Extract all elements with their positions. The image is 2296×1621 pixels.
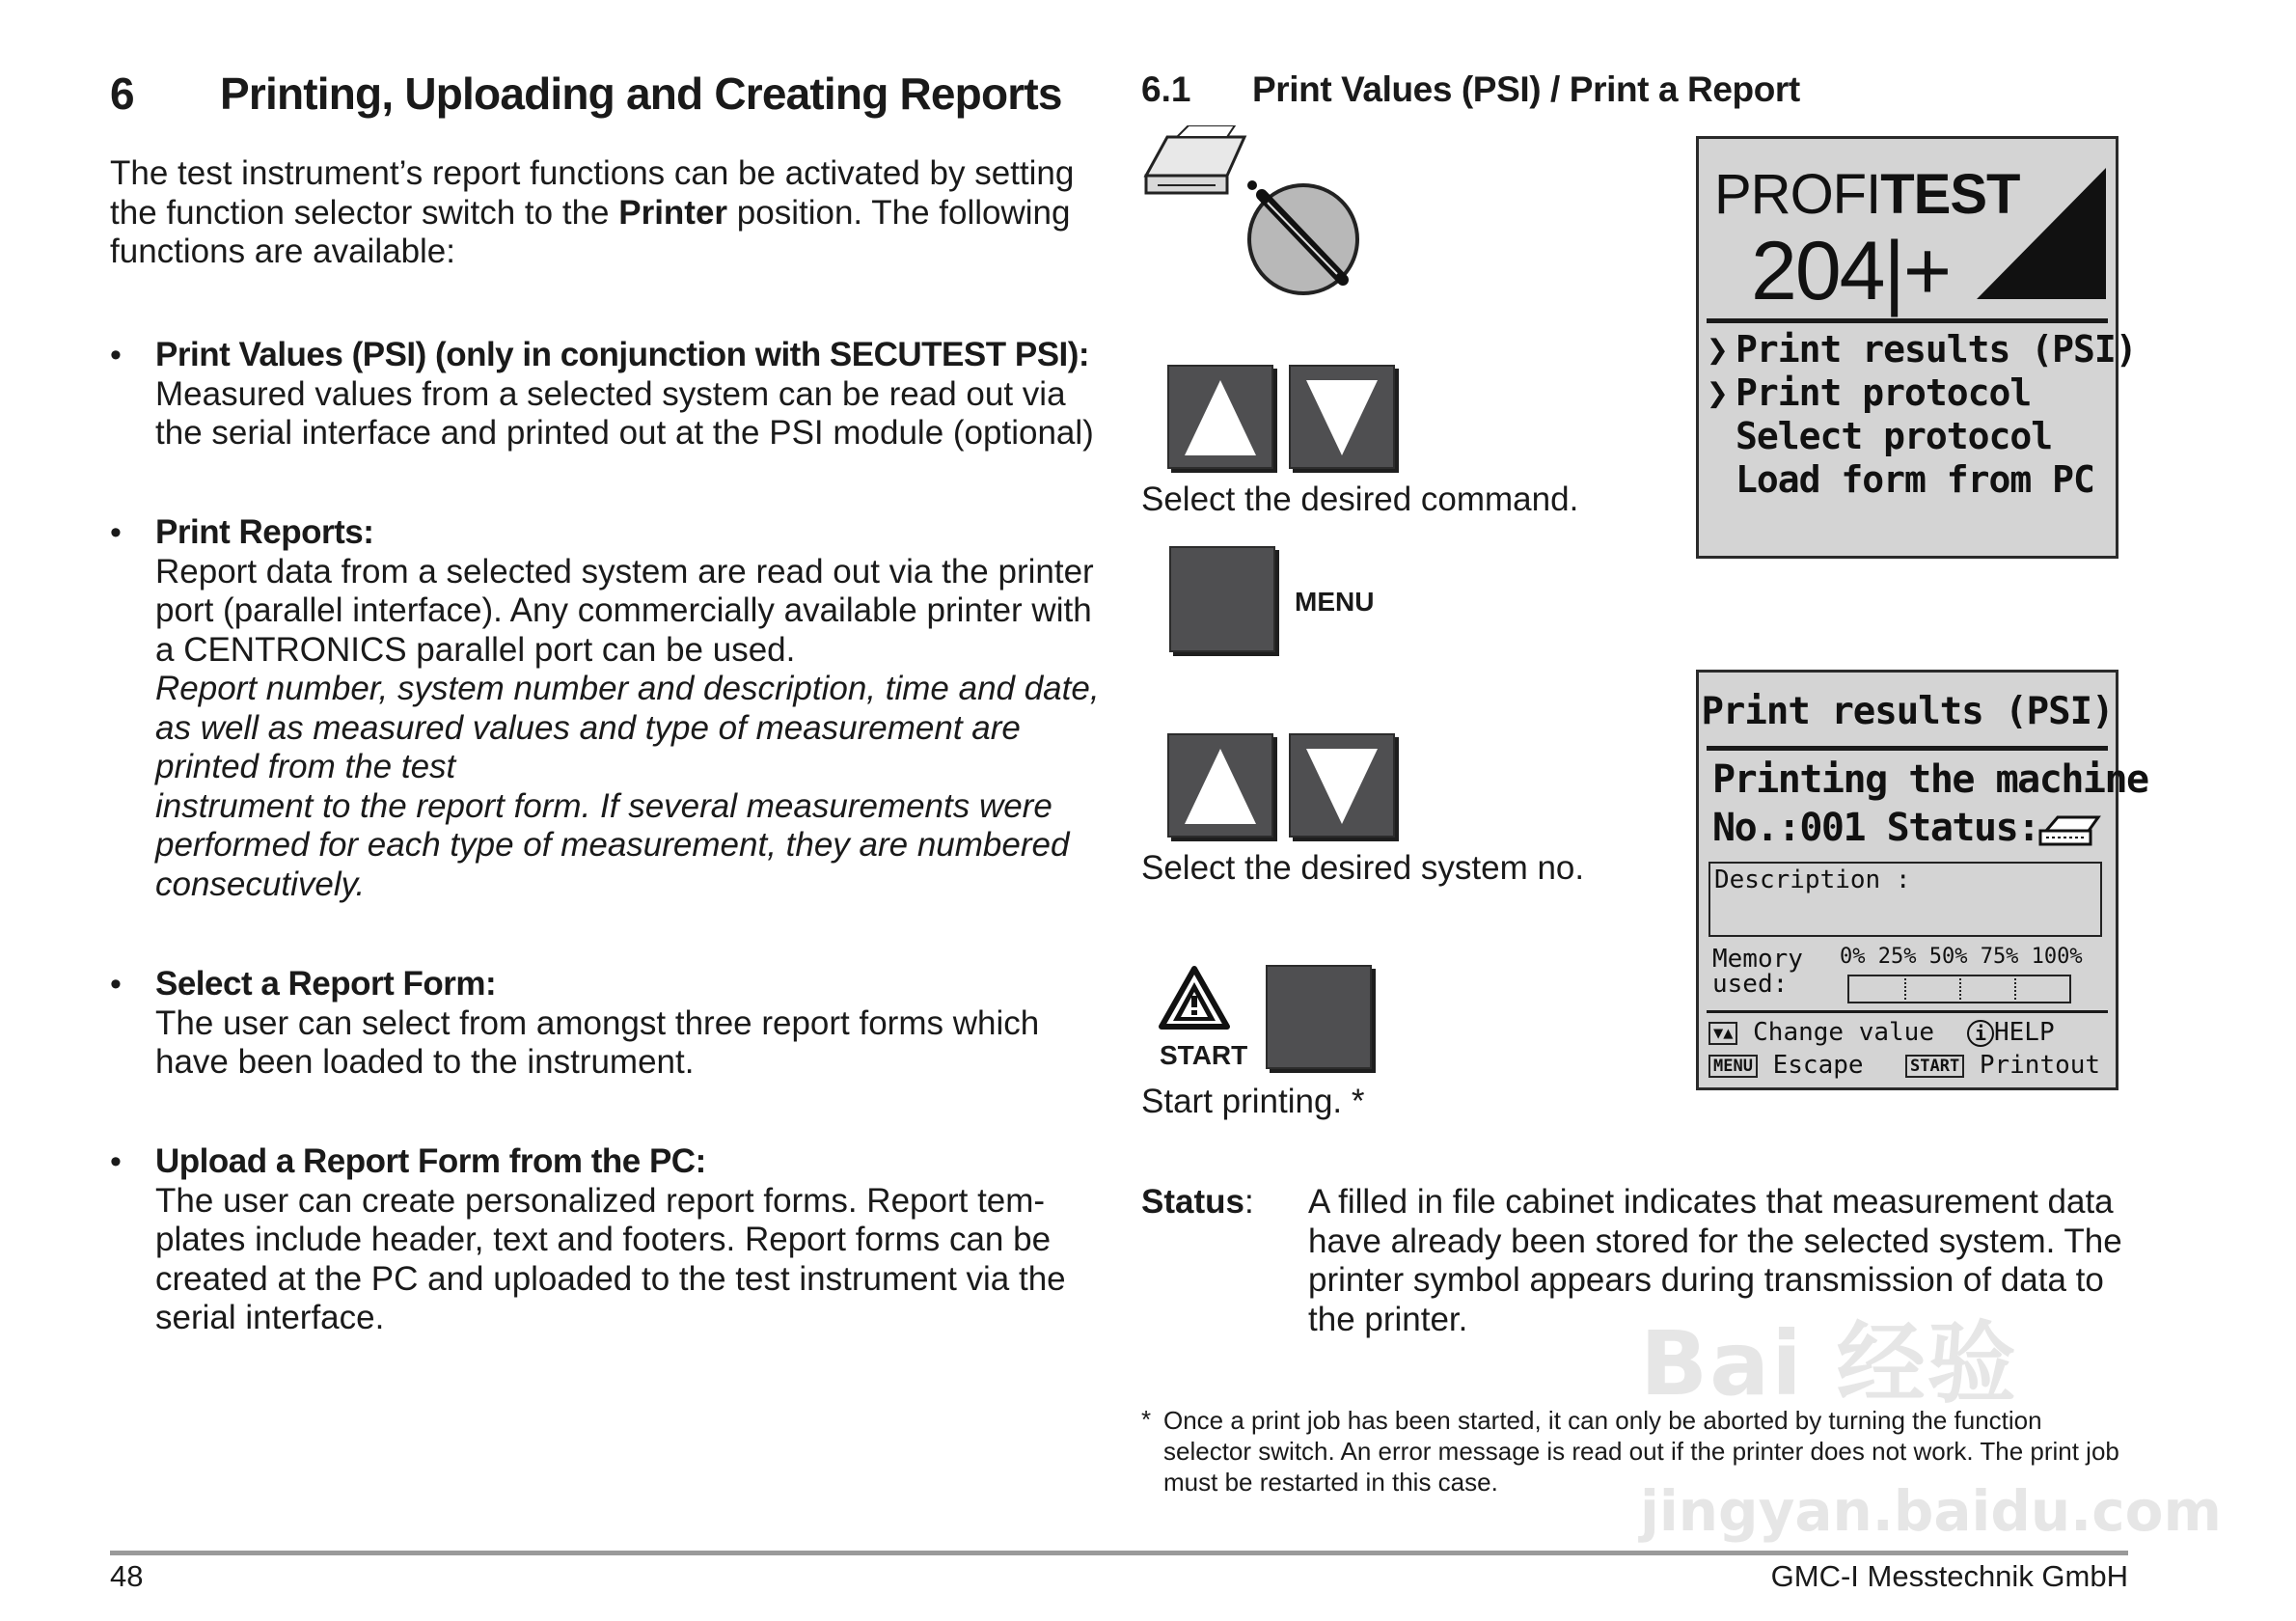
lcd2-change-value-row — [1708, 1018, 1934, 1047]
lcd-main-menu — [1696, 136, 2137, 559]
step-select-system: Select the desired system no. — [1141, 849, 1585, 887]
intro-text-before: The test instrument’s report functions can be activated by setting the function selector switch to the — [110, 154, 1075, 232]
brand-wedge-icon — [1977, 168, 2112, 303]
intro-text-after: position. The following functions are available: — [110, 193, 1071, 270]
warning-triangle-icon — [1158, 965, 1231, 1035]
brand-light: PROFI — [1714, 163, 1881, 226]
bullet-title: Print Values (PSI) (only in conjunction with SECUTEST PSI): — [155, 336, 1090, 373]
step-start-printing: Start printing. * — [1141, 1083, 1365, 1120]
down-triangle-icon — [1291, 367, 1393, 467]
bullet-print-reports — [110, 513, 1113, 904]
lcd-print-results — [1696, 670, 2148, 1090]
lcd2-escape-row — [1708, 1051, 1864, 1080]
footnote-text: Once a print job has been started, it can only be aborted by turning the function selector switch. An error message is read out if the printer does not work. The print job must be restarted in this case. — [1163, 1406, 2119, 1497]
lcd2-printout-row — [1905, 1051, 2100, 1080]
selected-arrow-icon: ❯ — [1707, 371, 1728, 414]
start-key[interactable] — [1266, 965, 1372, 1069]
lcd2-bottom-divider — [1707, 1010, 2108, 1013]
bullet-text: Measured values from a selected system can be read out via the serial interface and printed out at the PSI module (optional) — [155, 374, 1094, 452]
escape-label: Escape — [1772, 1051, 1864, 1080]
memory-scale: 0% 25% 50% 75% 100% — [1840, 945, 2083, 969]
status-label-text: Status — [1141, 1183, 1244, 1221]
change-value-label: Change value — [1753, 1018, 1934, 1047]
step-select-command: Select the desired command. — [1141, 481, 1579, 518]
footer-rule — [110, 1551, 2128, 1555]
intro-printer-term: Printer — [618, 193, 728, 232]
lcd2-help-row — [1967, 1018, 2055, 1047]
menu-key[interactable] — [1169, 546, 1275, 652]
bullet-upload-form — [110, 1142, 1113, 1338]
lcd-divider — [1707, 318, 2108, 323]
down-key[interactable] — [1289, 365, 1395, 469]
bullet-title: Print Reports: — [155, 513, 374, 551]
bullet-italic-note-1: Report number, system number and description, time and date, as well as measured values and type of measurement are printed from the test — [155, 670, 1100, 785]
bullet-dot: • — [110, 966, 122, 1003]
description-label: Description : — [1714, 865, 1911, 894]
up-key-system[interactable] — [1167, 733, 1273, 838]
selected-arrow-icon: ❯ — [1707, 328, 1728, 371]
section-number: 6.1 — [1141, 69, 1191, 109]
menu-item-label: Print results (PSI) — [1736, 328, 2137, 371]
status-colon: : — [1244, 1183, 1254, 1221]
bullet-text: The user can create personalized report forms. Report tem-plates include header, text and footers. Report forms can be created at the PC and uploaded to the test instrument via the serial interface. — [155, 1181, 1066, 1336]
bullet-dot: • — [110, 337, 122, 373]
lcd2-status-line: No.:001 Status: — [1712, 806, 2039, 850]
lcd-menu-item-print-protocol[interactable] — [1707, 371, 2031, 414]
lcd-model: 204|+ — [1751, 225, 1951, 317]
company-name: GMC-I Messtechnik GmbH — [1770, 1559, 2128, 1593]
lcd-menu-item-load-form[interactable] — [1707, 458, 2094, 501]
memory-bar — [1847, 975, 2071, 1003]
status-text: A filled in file cabinet indicates that measurement data have already been stored for the selected system. The printer symbol appears during transmission of data to the printer. — [1308, 1183, 2122, 1338]
up-triangle-icon — [1169, 367, 1271, 467]
bullet-select-form — [110, 965, 1113, 1083]
bullet-text: The user can select from amongst three report forms which have been loaded to the instrument. — [155, 1003, 1040, 1081]
page-number: 48 — [110, 1559, 144, 1593]
menu-key-icon: MENU — [1708, 1055, 1758, 1078]
brand-bold: TEST — [1880, 163, 2020, 226]
memory-label-1: Memory — [1712, 945, 1803, 974]
menu-item-label: Select protocol — [1736, 415, 2053, 457]
menu-item-label: Load form from PC — [1736, 458, 2094, 501]
down-triangle-icon — [1291, 735, 1393, 836]
chapter-number: 6 — [110, 69, 135, 119]
start-key-icon: START — [1905, 1055, 1964, 1078]
up-triangle-icon — [1169, 735, 1271, 836]
lcd2-printing-line: Printing the machine — [1712, 757, 2148, 802]
up-key[interactable] — [1167, 365, 1273, 469]
bullet-title: Upload a Report Form from the PC: — [155, 1142, 706, 1180]
intro-paragraph — [110, 154, 1094, 272]
lcd2-divider — [1707, 746, 2108, 751]
menu-item-label: Print protocol — [1736, 371, 2032, 414]
down-key-system[interactable] — [1289, 733, 1395, 838]
help-icon: i — [1967, 1020, 1994, 1047]
memory-label-2: used: — [1712, 970, 1789, 999]
bullet-italic-note-2: instrument to the report form. If several measurements were performed for each type of measurement, they are numbered consecutively. — [155, 786, 1070, 903]
section-title: Print Values (PSI) / Print a Report — [1252, 69, 1800, 109]
bullet-text: Report data from a selected system are read out via the printer port (parallel interface). Any commercially available printer with a CENTRONICS parallel port can be used. — [155, 552, 1094, 669]
printer-status-icon — [2036, 813, 2104, 852]
start-key-label: START — [1160, 1040, 1248, 1070]
bullet-print-values — [110, 336, 1113, 453]
lcd-menu-item-select-protocol[interactable] — [1707, 415, 2052, 457]
bullet-title: Select a Report Form: — [155, 965, 497, 1003]
footnote-mark: * — [1141, 1405, 1152, 1434]
menu-key-label: MENU — [1295, 587, 1375, 617]
lcd2-title: Print results (PSI) — [1701, 690, 2114, 733]
lcd-menu-item-print-results[interactable] — [1707, 328, 2137, 371]
description-field[interactable] — [1708, 862, 2102, 937]
printout-label: Printout — [1979, 1051, 2101, 1080]
chapter-title: Printing, Uploading and Creating Reports — [220, 69, 1062, 119]
lcd-brand — [1714, 162, 2019, 227]
status-label — [1141, 1183, 1254, 1222]
help-label: HELP — [1994, 1018, 2055, 1047]
watermark-url: jingyan.baidu.com — [1640, 1478, 2222, 1544]
bullet-dot: • — [110, 1143, 122, 1180]
updown-key-icon: ▼▲ — [1708, 1022, 1737, 1045]
watermark-brand: Bai 经验 — [1640, 1312, 2018, 1415]
bullet-dot: • — [110, 514, 122, 551]
printer-selector-icon — [1138, 125, 1380, 323]
